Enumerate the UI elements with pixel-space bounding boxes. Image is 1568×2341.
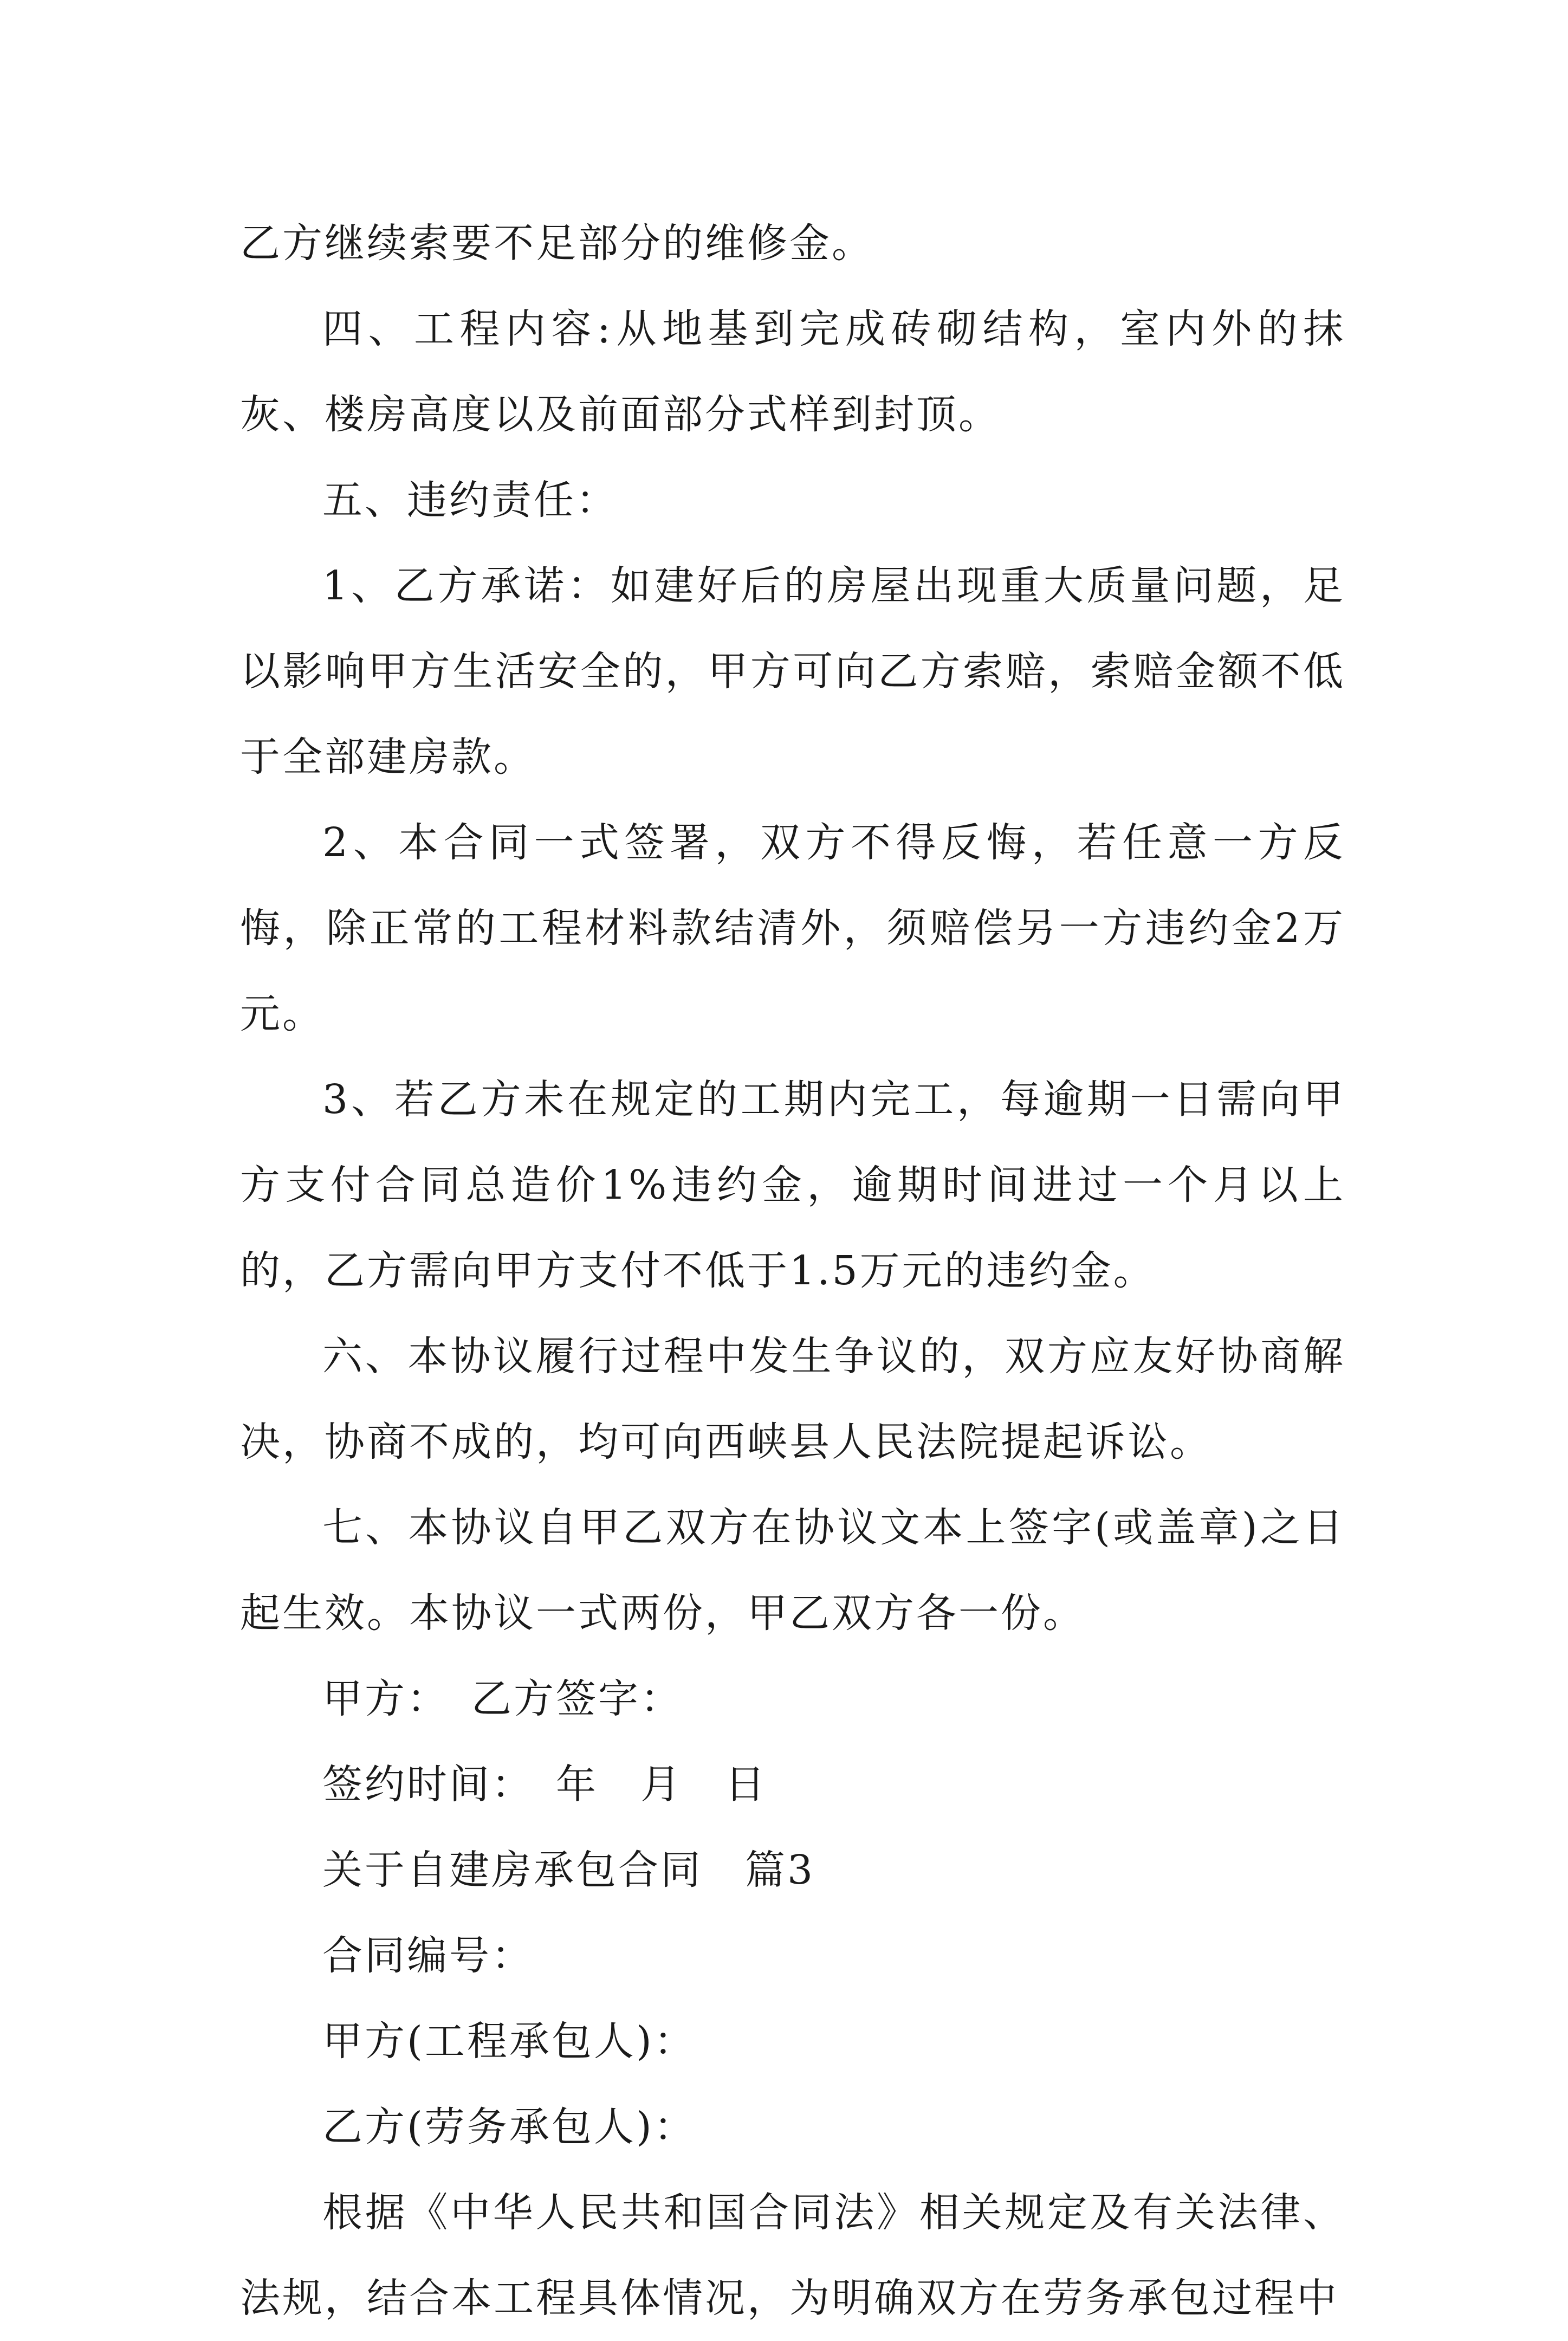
contract-number-line: 合同编号： bbox=[322, 1932, 534, 1979]
signing-date-line: 签约时间： 年 月 日 bbox=[322, 1761, 767, 1808]
signature-line: 甲方： 乙方签字： bbox=[322, 1676, 683, 1722]
party-b-line: 乙方(劳务承包人)： bbox=[322, 2104, 696, 2150]
paragraph: 六、本协议履行过程中发生争议的，双方应友好协商解决，协商不成的，均可向西峡县人民法院提起诉讼。 bbox=[240, 1333, 1345, 1465]
party-a-line: 甲方(工程承包人)： bbox=[322, 2018, 696, 2065]
paragraph: 四、工程内容:从地基到完成砖砌结构，室内外的抹灰、楼房高度以及前面部分式样到封顶。 bbox=[240, 306, 1345, 438]
paragraph: 五、违约责任： bbox=[322, 477, 618, 523]
document-body bbox=[240, 201, 1345, 2341]
paragraph: 1、乙方承诺：如建好后的房屋出现重大质量问题，足以影响甲方生活安全的，甲方可向乙方索赔，索赔金额不低于全部建房款。 bbox=[240, 562, 1345, 780]
paragraph: 根据《中华人民共和国合同法》相关规定及有关法律、法规，结合本工程具体情况，为明确双方在劳务承包过程中 bbox=[240, 2189, 1345, 2321]
paragraph: 七、本协议自甲乙双方在协议文本上签字(或盖章)之日起生效。本协议一式两份，甲乙双方各一份。 bbox=[240, 1504, 1345, 1637]
section-heading: 关于自建房承包合同 篇3 bbox=[322, 1847, 815, 1893]
paragraph: 2、本合同一式签署，双方不得反悔，若任意一方反悔，除正常的工程材料款结清外，须赔偿另一方违约金2万元。 bbox=[240, 819, 1345, 1037]
paragraph: 3、若乙方未在规定的工期内完工，每逾期一日需向甲方支付合同总造价1%违约金，逾期时间进过一个月以上的，乙方需向甲方支付不低于1.5万元的违约金。 bbox=[240, 1076, 1345, 1294]
paragraph: 乙方继续索要不足部分的维修金。 bbox=[240, 220, 874, 267]
